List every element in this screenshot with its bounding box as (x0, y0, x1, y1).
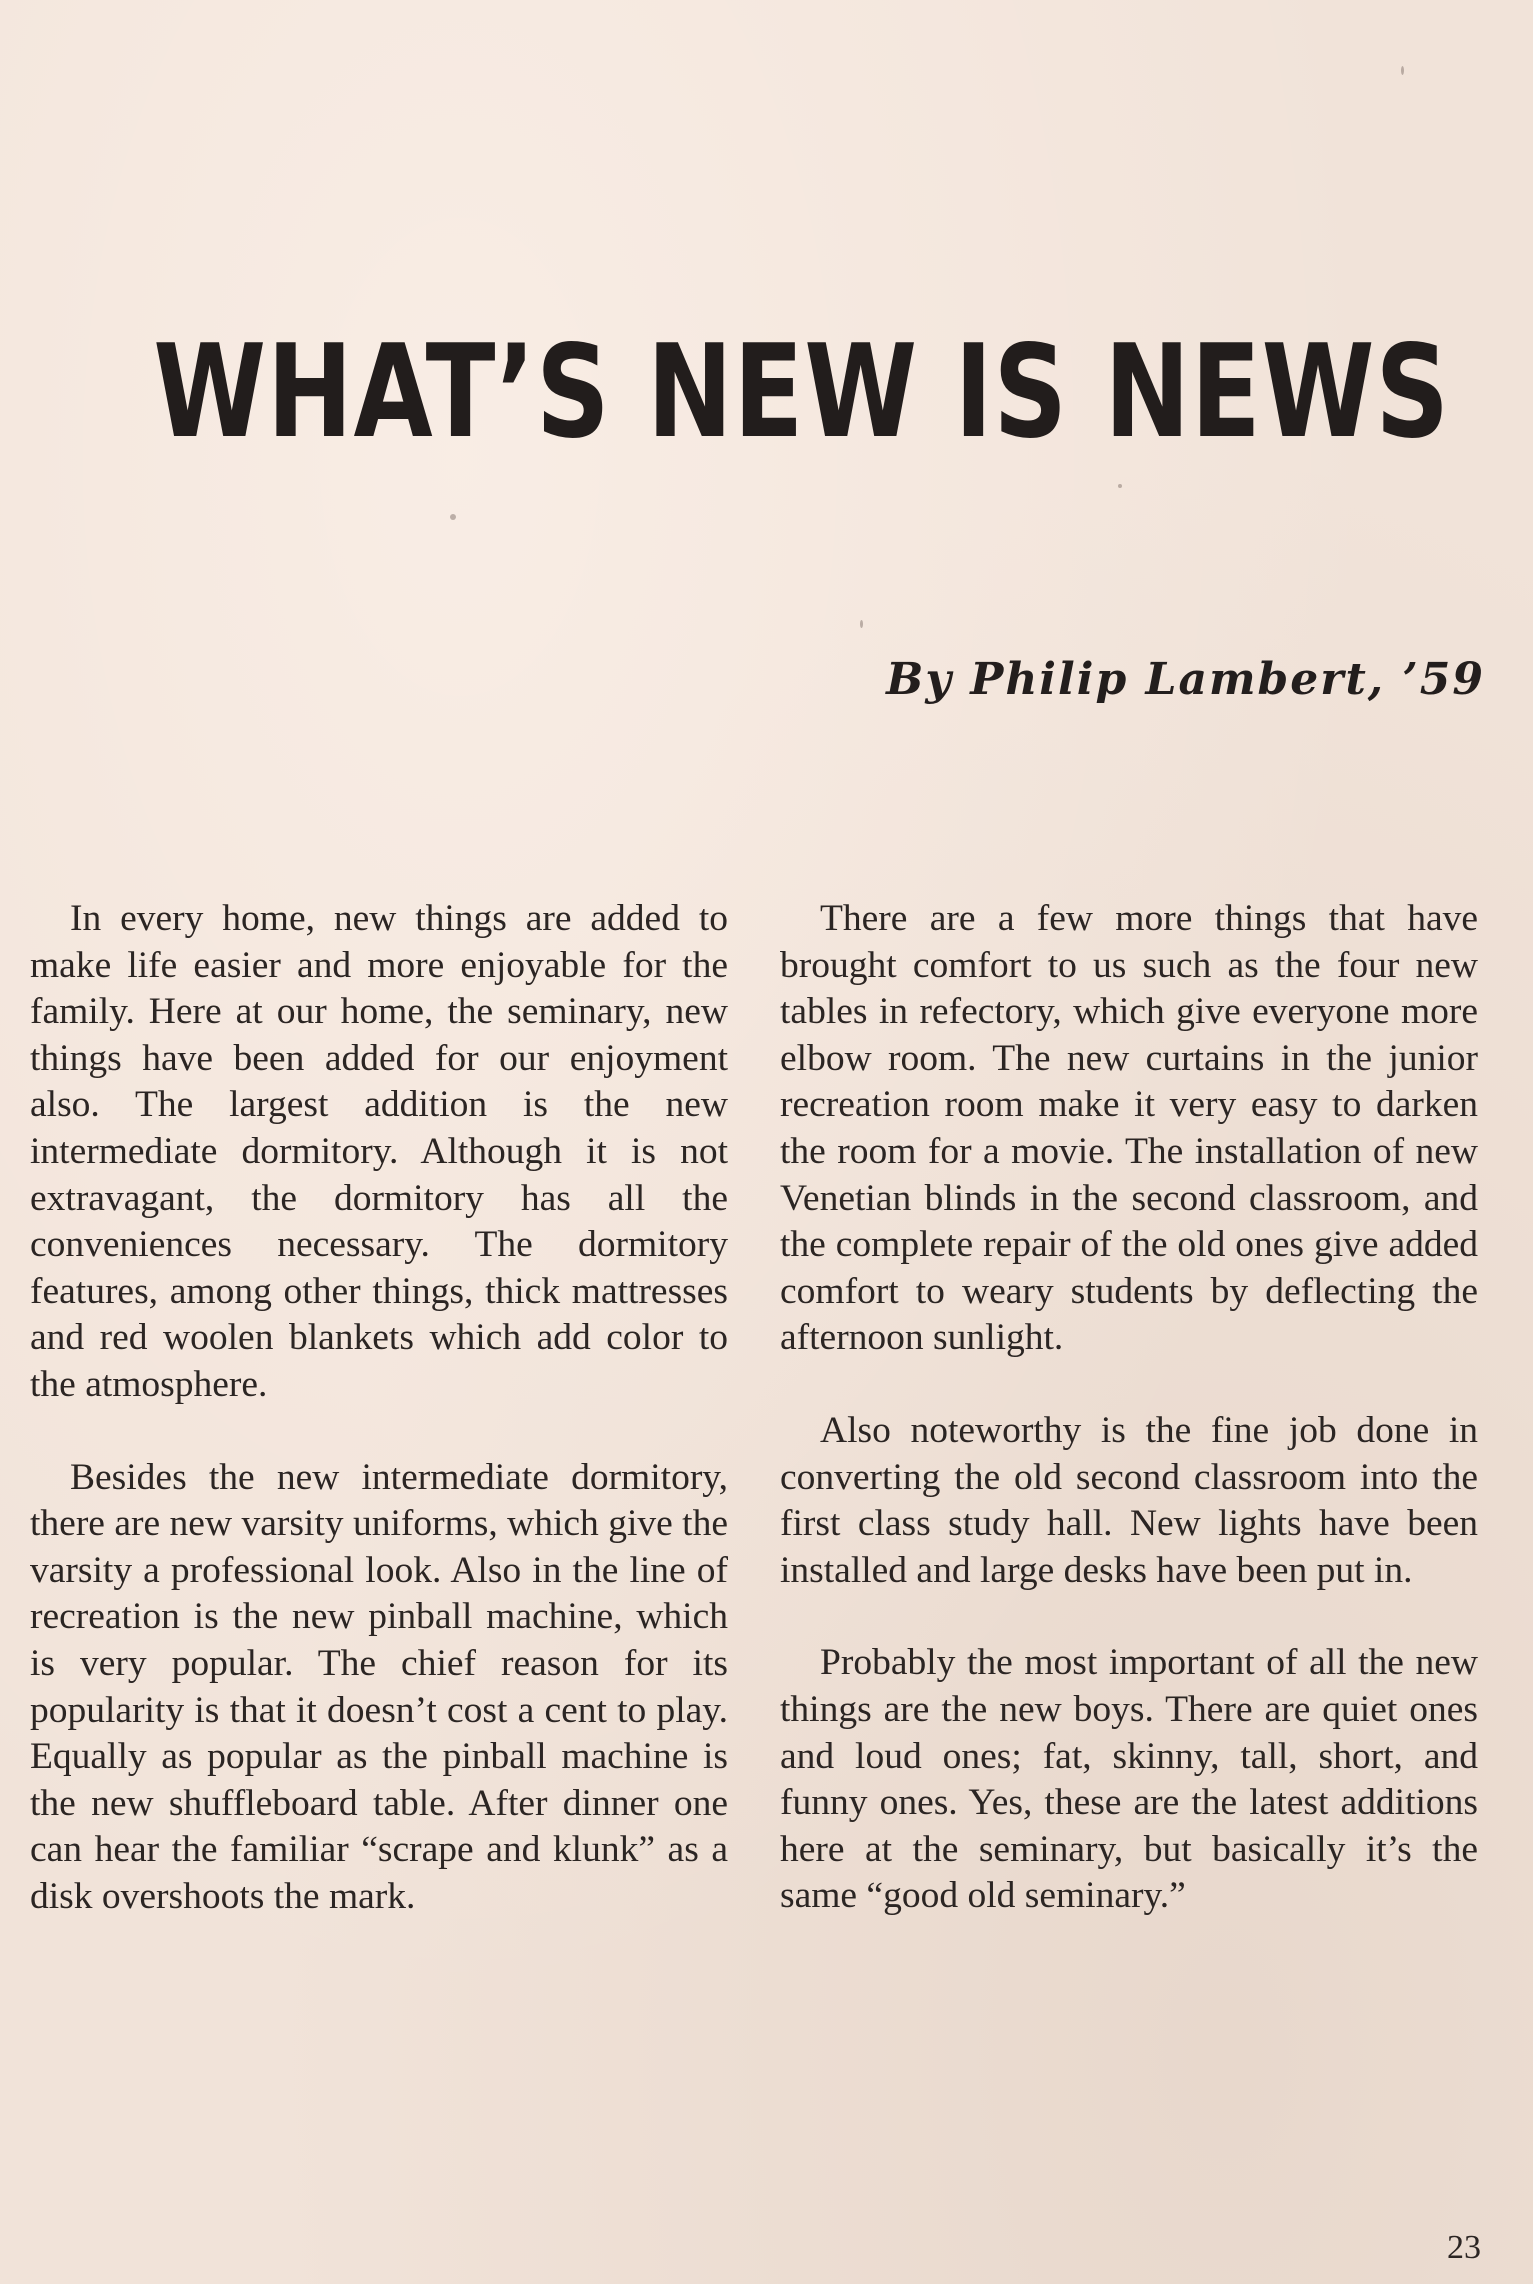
paper-speck (1118, 484, 1122, 488)
paragraph-right-3: Probably the most important of all the new things are the new boys. There are quiet ones and loud ones; fat, skinny, tall, short, and funny ones. Yes, these are the latest additions here at the seminary, but basically it’s the same “good old seminary.” (780, 1642, 1478, 1917)
paragraph-left-1: In every home, new things are added to make life easier and more enjoyable for the family. Here at our home, the seminary, new things have been added for our enjoyment also. The largest addition is the new intermediate dormitory. Although it is not extravagant, the dormitory has all the conveniences necessary. The dormitory features, among other things, thick mattresses and red woolen blankets which add color to the atmosphere. (30, 898, 728, 1405)
paper-speck (1401, 66, 1404, 75)
paragraph-right-1: There are a few more things that have brought comfort to us such as the four new tables in refectory, which give everyone more elbow room. The new curtains in the junior recreation room make it very easy to darken the room for a movie. The installation of new Venetian blinds in the second classroom, and the complete repair of the old ones give added comfort to weary students by deflecting the afternoon sunlight. (780, 898, 1478, 1359)
right-column (780, 896, 1478, 1920)
paper-speck (450, 514, 456, 520)
paragraph-right-2: Also noteworthy is the fine job done in converting the old second classroom into the first class study hall. New lights have been installed and large desks have been put in. (780, 1409, 1478, 1591)
paper-speck (860, 620, 863, 628)
article-title: WHAT’S NEW IS NEWS (153, 318, 1450, 467)
article-byline: By Philip Lambert, ’59 (886, 654, 1485, 705)
left-column (30, 896, 728, 1920)
page-number: 23 (1447, 2229, 1481, 2266)
paragraph-left-2: Besides the new intermediate dormitory, there are new varsity uniforms, which give the varsity a professional look. Also in the line of recreation is the new pinball machine, which is very popular. The chief reason for its popularity is that it doesn’t cost a cent to play. Equally as popular as the pinball machine is the new shuffleboard table. After dinner one can hear the familiar “scrape and klunk” as a disk overshoots the mark. (30, 1456, 728, 1917)
